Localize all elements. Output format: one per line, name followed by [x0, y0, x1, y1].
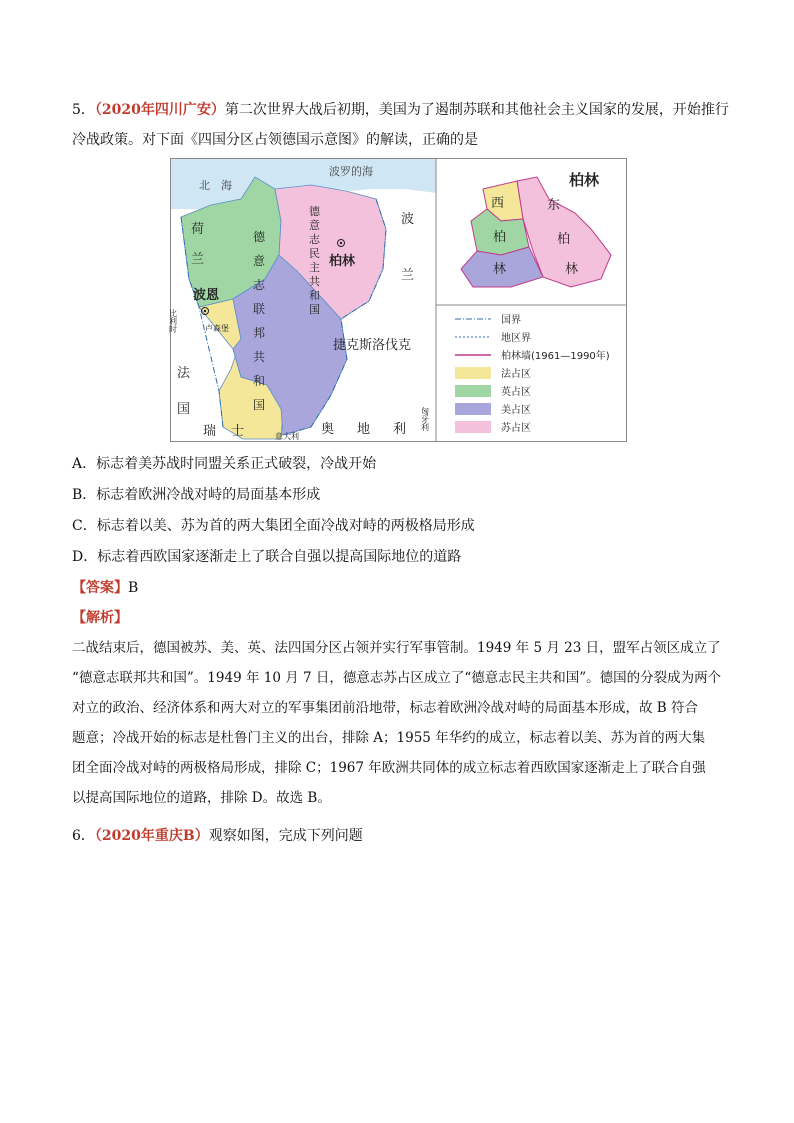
svg-text:主: 主 — [309, 261, 320, 274]
analysis-line-6: 以提高国际地位的道路，排除 D。故选 B。 — [72, 790, 331, 806]
label-berlin: 柏林 — [329, 254, 356, 269]
svg-text:联: 联 — [253, 302, 266, 316]
inset-east-1: 东 — [547, 198, 561, 213]
label-north-sea: 北 海 — [199, 179, 232, 192]
svg-text:共: 共 — [309, 275, 320, 288]
option-d: D．标志着西欧国家逐渐走上了联合自强以提高国际地位的道路 — [72, 549, 462, 565]
legend-french: 法占区 — [501, 369, 531, 380]
answer-line — [72, 578, 138, 598]
inset-east-2: 柏 — [557, 232, 571, 247]
question6-text: 观察如图，完成下列问题 — [208, 828, 363, 844]
label-holland-1: 荷 — [191, 222, 205, 237]
svg-text:志: 志 — [309, 233, 320, 246]
label-swiss-1: 瑞 — [203, 424, 217, 439]
option-b: B．标志着欧洲冷战对峙的局面基本形成 — [72, 487, 321, 503]
inset-west-3: 林 — [493, 262, 507, 277]
legend-border: 国界 — [501, 315, 521, 326]
label-luxembourg: 卢森堡 — [205, 324, 229, 333]
option-a: A．标志着美苏战时同盟关系正式破裂，冷战开始 — [72, 456, 377, 472]
svg-text:邦: 邦 — [253, 326, 266, 340]
label-italy: 意大利 — [275, 432, 299, 441]
legend-region: 地区界 — [501, 333, 531, 344]
label-hungary: 匈牙利 — [420, 407, 430, 431]
label-poland-1: 波 — [401, 212, 415, 227]
label-holland-2: 兰 — [191, 252, 205, 267]
label-france-2: 国 — [177, 402, 191, 417]
inset-title: 柏林 — [569, 171, 600, 189]
inset-west-2: 柏 — [493, 230, 507, 245]
berlin-inset — [461, 171, 611, 287]
analysis-line-1: 二战结束后，德国被苏、美、英、法四国分区占领并实行军事管制。1949 年 5 月 23 日，盟军占领区成立了 — [72, 640, 721, 656]
svg-text:和: 和 — [253, 374, 266, 388]
legend-soviet: 苏占区 — [501, 423, 531, 434]
svg-text:国: 国 — [253, 398, 266, 412]
label-bonn: 波恩 — [193, 288, 220, 303]
inset-west-1: 西 — [491, 196, 505, 211]
legend-american: 美占区 — [501, 405, 531, 416]
answer-value: B — [128, 580, 139, 596]
option-c: C．标志着以美、苏为首的两大集团全面冷战对峙的两极格局形成 — [72, 518, 475, 534]
svg-text:国: 国 — [309, 303, 320, 316]
svg-text:民: 民 — [309, 247, 320, 260]
map-legend — [455, 314, 610, 434]
analysis-line-2: “德意志联邦共和国”。1949 年 10 月 7 日，德意志苏占区成立了“德意志民主共和国”。德国的分裂成为两个 — [72, 670, 722, 686]
legend-british: 英占区 — [501, 387, 531, 398]
svg-text:意: 意 — [309, 219, 320, 232]
label-poland-2: 兰 — [401, 268, 415, 283]
question5-line1 — [72, 100, 729, 120]
label-baltic: 波罗的海 — [329, 165, 373, 178]
analysis-line-5: 团全面冷战对峙的两极格局形成，排除 C；1967 年欧洲共同体的成立标志着西欧国家逐渐走上了联合自强 — [72, 760, 706, 776]
analysis-line-3: 对立的政治、经济体系和两大对立的军事集团前沿地带，标志着欧洲冷战对峙的局面基本形成，故 B 符合 — [72, 700, 699, 716]
label-austria-1: 奥 — [321, 422, 335, 437]
svg-text:意: 意 — [253, 254, 266, 268]
germany-occupation-map — [170, 158, 627, 442]
label-austria-2: 地 — [357, 422, 371, 437]
question-source: （2020年四川广安） — [94, 102, 225, 118]
answer-label: 【答案】 — [72, 580, 128, 596]
label-austria-3: 利 — [393, 422, 407, 437]
question-number: 5． — [72, 102, 95, 118]
question6-number: 6． — [72, 828, 95, 844]
svg-text:共: 共 — [253, 350, 266, 364]
label-czech: 捷克斯洛伐克 — [333, 338, 412, 353]
svg-text:德: 德 — [253, 230, 266, 244]
svg-text:志: 志 — [253, 278, 266, 292]
label-france-1: 法 — [177, 366, 191, 381]
legend-wall: 柏林墙(1961—1990年) — [501, 351, 610, 362]
analysis-label: 【解析】 — [72, 610, 128, 626]
question5-line2: 冷战政策。对下面《四国分区占领德国示意图》的解读，正确的是 — [72, 132, 478, 148]
label-swiss-2: 士 — [231, 424, 245, 439]
question6-source: （2020年重庆B） — [94, 828, 209, 844]
label-gdr — [309, 205, 321, 316]
analysis-line-4: 题意；冷战开始的标志是杜鲁门主义的出台，排除 A；1955 年华约的成立，标志着以美、苏为首的两大集 — [72, 730, 706, 746]
svg-text:和: 和 — [309, 289, 320, 302]
svg-text:德: 德 — [309, 205, 320, 218]
question6-line — [72, 826, 363, 846]
inset-east-3: 林 — [565, 262, 579, 277]
label-belgium: 比利时 — [168, 309, 178, 333]
question-text: 第二次世界大战后初期，美国为了遏制苏联和其他社会主义国家的发展，开始推行 — [224, 102, 729, 118]
